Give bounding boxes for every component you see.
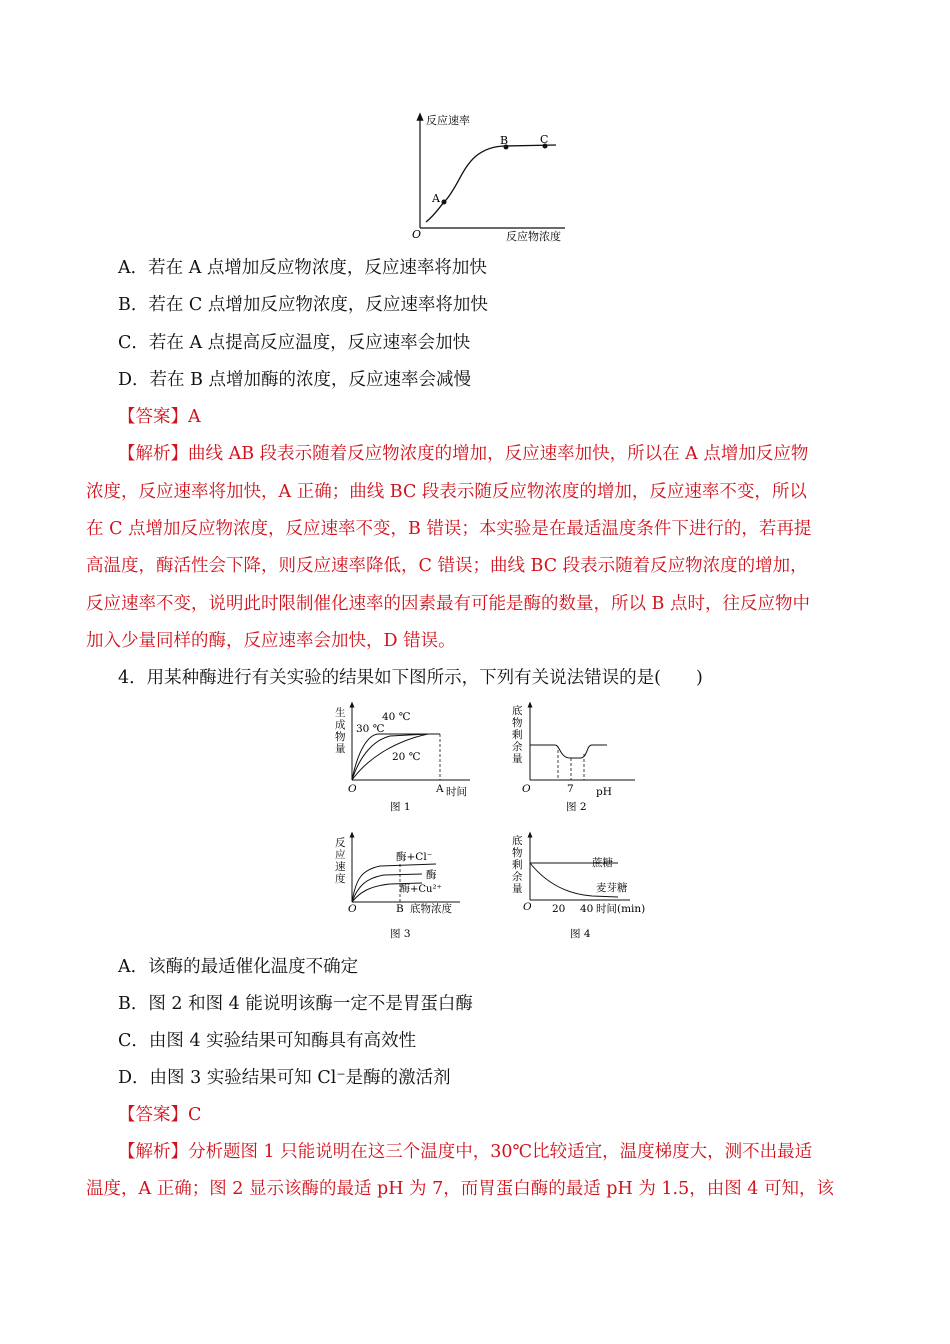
fig3-origin: O [348,903,357,915]
q4-option-d: D．由图 3 实验结果可知 Cl⁻是酶的激活剂 [118,1068,451,1088]
svg-text:剩: 剩 [512,859,523,871]
fig2-caption: 图 2 [566,801,587,813]
point-a-label: A [432,192,440,205]
q3-option-b: B．若在 C 点增加反应物浓度，反应速率将加快 [118,295,488,315]
svg-text:余: 余 [512,741,523,753]
q3-option-a: A．若在 A 点增加反应物浓度，反应速率将加快 [118,258,487,278]
fig4-label-maltose: 麦芽糖 [596,882,628,894]
q4-explanation-line-2: 温度，A 正确；图 2 显示该酶的最适 pH 为 7，而胃蛋白酶的最适 pH 为 1.5，由图 4 可知，该 [86,1179,834,1199]
svg-text:量: 量 [512,883,523,895]
answer-label: 【答案】 [118,1105,188,1125]
q3-explanation-line-5: 反应速率不变，说明此时限制催化速率的因素最有可能是酶的数量，所以 B 点时，往反应物中 [86,594,810,614]
point-a [442,200,447,205]
y-axis-label: 反应速率 [426,114,470,127]
fig2-curve [530,745,607,758]
svg-text:速: 速 [335,861,346,873]
q4-explanation-line-1: 【解析】分析题图 1 只能说明在这三个温度中，30℃比较适宜，温度梯度大，测不出最适 [118,1142,813,1162]
fig3-label-cl: 酶+Cl⁻ [396,851,433,863]
answer-label: 【答案】 [118,407,188,427]
svg-text:物: 物 [512,717,523,729]
figure-3 [335,834,460,940]
q4-answer [118,1103,201,1127]
fig4-tick-20: 20 [552,903,566,915]
fig3-label-cu: 酶+Cu²⁺ [400,884,442,895]
x-axis-label: 反应物浓度 [506,230,561,243]
figure-1 [335,704,470,813]
q3-answer [118,405,201,429]
fig3-caption: 图 3 [390,928,411,940]
fig3-x-mark: B [396,903,404,915]
fig1-x-axis-label: 时间 [446,786,467,798]
svg-text:底: 底 [512,835,523,847]
svg-text:应: 应 [335,849,346,861]
fig1-label-20c: 20 ℃ [392,751,421,763]
fig2-x-axis-label: pH [596,786,612,798]
rate-curve [426,145,556,222]
answer-value: A [188,407,201,427]
explanation-label: 【解析】 [118,444,188,464]
point-c-label: C [540,133,549,146]
fig1-x-mark: A [436,783,444,795]
q3-option-c: C．若在 A 点提高反应温度，反应速率会加快 [118,333,471,353]
svg-text:剩: 剩 [512,729,523,741]
fig1-label-30c: 30 ℃ [356,723,385,735]
fig4-label-sucrose: 蔗糖 [592,857,613,869]
fig4-tick-40: 40 [580,903,594,915]
fig2-x-mark: 7 [567,783,574,795]
fig3-x-axis-label: 底物浓度 [410,903,452,915]
q3-explanation-line-6: 加入少量同样的酶，反应速率会加快，D 错误。 [86,631,456,651]
fig4-caption: 图 4 [570,928,591,940]
figure-2 [512,704,635,813]
q3-explanation-line-3: 在 C 点增加反应物浓度，反应速率不变，B 错误；本实验是在最适温度条件下进行的，若再提 [86,519,812,539]
point-b-label: B [500,134,509,147]
fig4-x-axis-label: 时间(min) [596,903,646,915]
q3-explanation-line-1: 【解析】曲线 AB 段表示随着反应物浓度的增加，反应速率加快，所以在 A 点增加反应物 [118,444,809,464]
fig2-origin: O [522,783,531,795]
svg-text:成: 成 [335,719,346,731]
fig1-caption: 图 1 [390,801,411,813]
svg-text:余: 余 [512,871,523,883]
svg-text:底: 底 [512,705,523,717]
svg-text:度: 度 [335,873,346,885]
q4-option-c: C．由图 4 实验结果可知酶具有高效性 [118,1031,417,1051]
svg-text:反: 反 [335,837,346,849]
q3-explanation-line-4: 高温度，酶活性会下降，则反应速率降低，C 错误；曲线 BC 段表示随着反应物浓度的增加， [86,556,808,576]
svg-text:物: 物 [512,847,523,859]
q3-explanation-line-2: 浓度，反应速率将加快，A 正确；曲线 BC 段表示随反应物浓度的增加，反应速率不变，所以 [86,482,807,502]
svg-text:量: 量 [335,743,346,755]
svg-text:量: 量 [512,753,523,765]
q3-reaction-rate-figure [400,108,590,248]
fig3-label-enzyme: 酶 [426,869,437,881]
explanation-label: 【解析】 [118,1142,188,1162]
figure-4 [512,834,645,940]
svg-text:生: 生 [335,707,346,719]
q4-figures [330,700,650,945]
q4-option-b: B．图 2 和图 4 能说明该酶一定不是胃蛋白酶 [118,994,473,1014]
svg-text:物: 物 [335,731,346,743]
answer-value: C [188,1105,202,1125]
fig4-origin: O [523,901,532,913]
fig1-label-40c: 40 ℃ [382,711,411,723]
q4-option-a: A．该酶的最适催化温度不确定 [118,957,359,977]
origin-label: O [412,228,422,241]
q3-option-d: D．若在 B 点增加酶的浓度，反应速率会减慢 [118,370,472,390]
fig1-origin: O [348,783,357,795]
q4-stem: 4．用某种酶进行有关实验的结果如下图所示，下列有关说法错误的是( ) [118,668,703,688]
